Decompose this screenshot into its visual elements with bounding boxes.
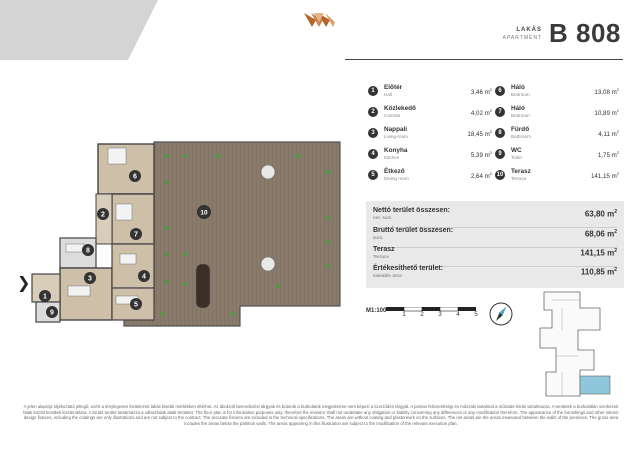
building-key-plan	[522, 290, 622, 398]
room-name: Nappali	[384, 126, 408, 133]
compass-icon	[488, 301, 514, 327]
room-name-en: Bedroom	[511, 113, 530, 118]
room-name: Közlekedő	[384, 105, 416, 112]
scale-tick: 5	[474, 312, 478, 318]
room-name-en: Corridor	[384, 113, 401, 118]
entrance-arrow-icon: ❯	[17, 275, 31, 292]
summary-terrace: Terasz Terrace 141,15 $m^2$	[373, 246, 617, 260]
plan-label-8	[82, 244, 94, 256]
room-number: 6	[495, 86, 505, 96]
room-number: 5	[368, 170, 378, 180]
apartment-label-en: APARTMENT	[502, 35, 542, 41]
terrace-area	[124, 142, 340, 326]
svg-text:2: 2	[101, 211, 105, 219]
room-name: Étkező	[384, 168, 405, 175]
room-name-en: Kitchen	[384, 155, 400, 160]
room-name: WC	[511, 147, 522, 154]
svg-text:9: 9	[50, 309, 54, 317]
room-item	[495, 147, 619, 163]
scale-tick: 4	[456, 312, 460, 318]
room-number: 9	[495, 149, 505, 159]
room-area: 4,02 $m^2$	[470, 108, 492, 118]
floor-plan	[28, 136, 344, 328]
room-item	[495, 105, 619, 121]
room-number: 1	[368, 86, 378, 96]
room-item	[368, 84, 492, 100]
room-name: Háló	[511, 84, 525, 91]
key-plan-highlight	[580, 376, 610, 394]
summary-gross: Bruttó terület összesen: sum. 68,06 $m^2$	[373, 227, 617, 241]
room-area: 10,89 $m^2$	[594, 108, 619, 118]
room-name-en: Dining room	[384, 176, 409, 181]
room-area: 141,15 $m^2$	[590, 171, 619, 181]
scale-tick: 2	[420, 312, 424, 318]
summary-saleable: Értékesíthető terület: saleable area 110,85 $m^2$	[373, 265, 617, 279]
plan-label-4	[138, 270, 150, 282]
corner-decoration	[0, 0, 160, 62]
svg-text:5: 5	[134, 301, 138, 309]
svg-text:1: 1	[43, 293, 47, 301]
room-item	[495, 84, 619, 100]
room-name: Konyha	[384, 147, 408, 154]
room-item	[368, 168, 492, 184]
area-summary	[366, 201, 624, 288]
svg-text:3: 3	[88, 275, 92, 283]
room-name-en: Hall	[384, 92, 392, 97]
room-area: 5,39 $m^2$	[470, 150, 492, 160]
room-item	[368, 126, 492, 142]
apartment-label	[500, 27, 542, 41]
svg-text:10: 10	[200, 209, 208, 217]
header-divider	[345, 59, 623, 60]
plan-label-9	[46, 306, 58, 318]
plan-label-7	[130, 228, 142, 240]
room-item	[368, 105, 492, 121]
svg-text:4: 4	[142, 273, 146, 281]
room-name-en: Toilet	[511, 155, 522, 160]
room-area: 2,64 $m^2$	[470, 171, 492, 181]
scale-label: M1:100	[366, 308, 387, 314]
room-area: 13,08 $m^2$	[594, 87, 619, 97]
room-name-en: Bathroom	[511, 134, 531, 139]
room-name-en: Terrace	[511, 176, 527, 181]
svg-text:8: 8	[86, 247, 90, 255]
plan-label-1	[39, 290, 51, 302]
plan-label-3	[84, 272, 96, 284]
scale-tick: 3	[438, 312, 442, 318]
room-number: 3	[368, 128, 378, 138]
room-item	[495, 126, 619, 142]
room-area: 3,46 $m^2$	[470, 87, 492, 97]
svg-text:7: 7	[134, 231, 138, 239]
plan-label-6	[129, 170, 141, 182]
scale-tick: 1	[402, 312, 406, 318]
brand-logo-icon	[302, 10, 336, 30]
room-item	[495, 168, 619, 184]
room-number: 2	[368, 107, 378, 117]
plan-label-5	[130, 298, 142, 310]
plan-label-2	[97, 208, 109, 220]
apartment-label-hu: LAKÁS	[516, 27, 542, 33]
room-area: 18,45 $m^2$	[467, 129, 492, 139]
svg-text:6: 6	[133, 173, 137, 181]
room-number: 7	[495, 107, 505, 117]
room-name: Háló	[511, 105, 525, 112]
room-number: 4	[368, 149, 378, 159]
room-name: Fürdő	[511, 126, 530, 133]
plan-label-10	[197, 205, 211, 219]
room-name: Előtér	[384, 84, 403, 91]
room-name-en: Living-room	[384, 134, 408, 139]
room-name-en: Bedroom	[511, 92, 530, 97]
kitchen-4	[112, 244, 154, 288]
summary-net: Nettó terület összesen: net. sum. 63,80 $m^2$	[373, 207, 617, 221]
disclaimer-text: A jelen alaprajz tájékoztató jellegű, ezért a ténylegesen kivitelezett lakás kisebb mértékben eltérhet. Az ábrázolt berendezési tárgyak és bútorok a burkolatok megjelenése nem képezi a szerződés tárgyát. A pontos felszereltségi és műszaki tartalmat a műszaki leírás tartalmazza. A területek a burkolatlan szerkezeti falak között kerültek kiszámításra. A bruttó terület tartalmazza a válaszfalak alatti területet. The floor plan is for information purposes only, therefore the investor shall not undertake any obligation or liability concerning any differences or any modification therefore. The appearance of the furnishings and other interior design fixtures, including the coatings are only illustrations and are not subject to the contract. The accurate fixtures are included in the technical specifications. The areas are without coating and plasterwork on the surfaces. The net areas are the areas measured between the walls of the premises. The gross area includes the areas below the partition walls. The areas appearing in this illustration are subject to the modification of the relevant execution plan.	[23, 404, 619, 426]
room-area: 4,11 $m^2$	[598, 129, 619, 139]
room-number: 10	[496, 172, 504, 178]
room-name: Terasz	[511, 168, 531, 175]
room-area: 1,75 $m^2$	[597, 150, 619, 160]
apartment-code: B 808	[549, 18, 621, 48]
room-item	[368, 147, 492, 163]
room-number: 8	[495, 128, 505, 138]
